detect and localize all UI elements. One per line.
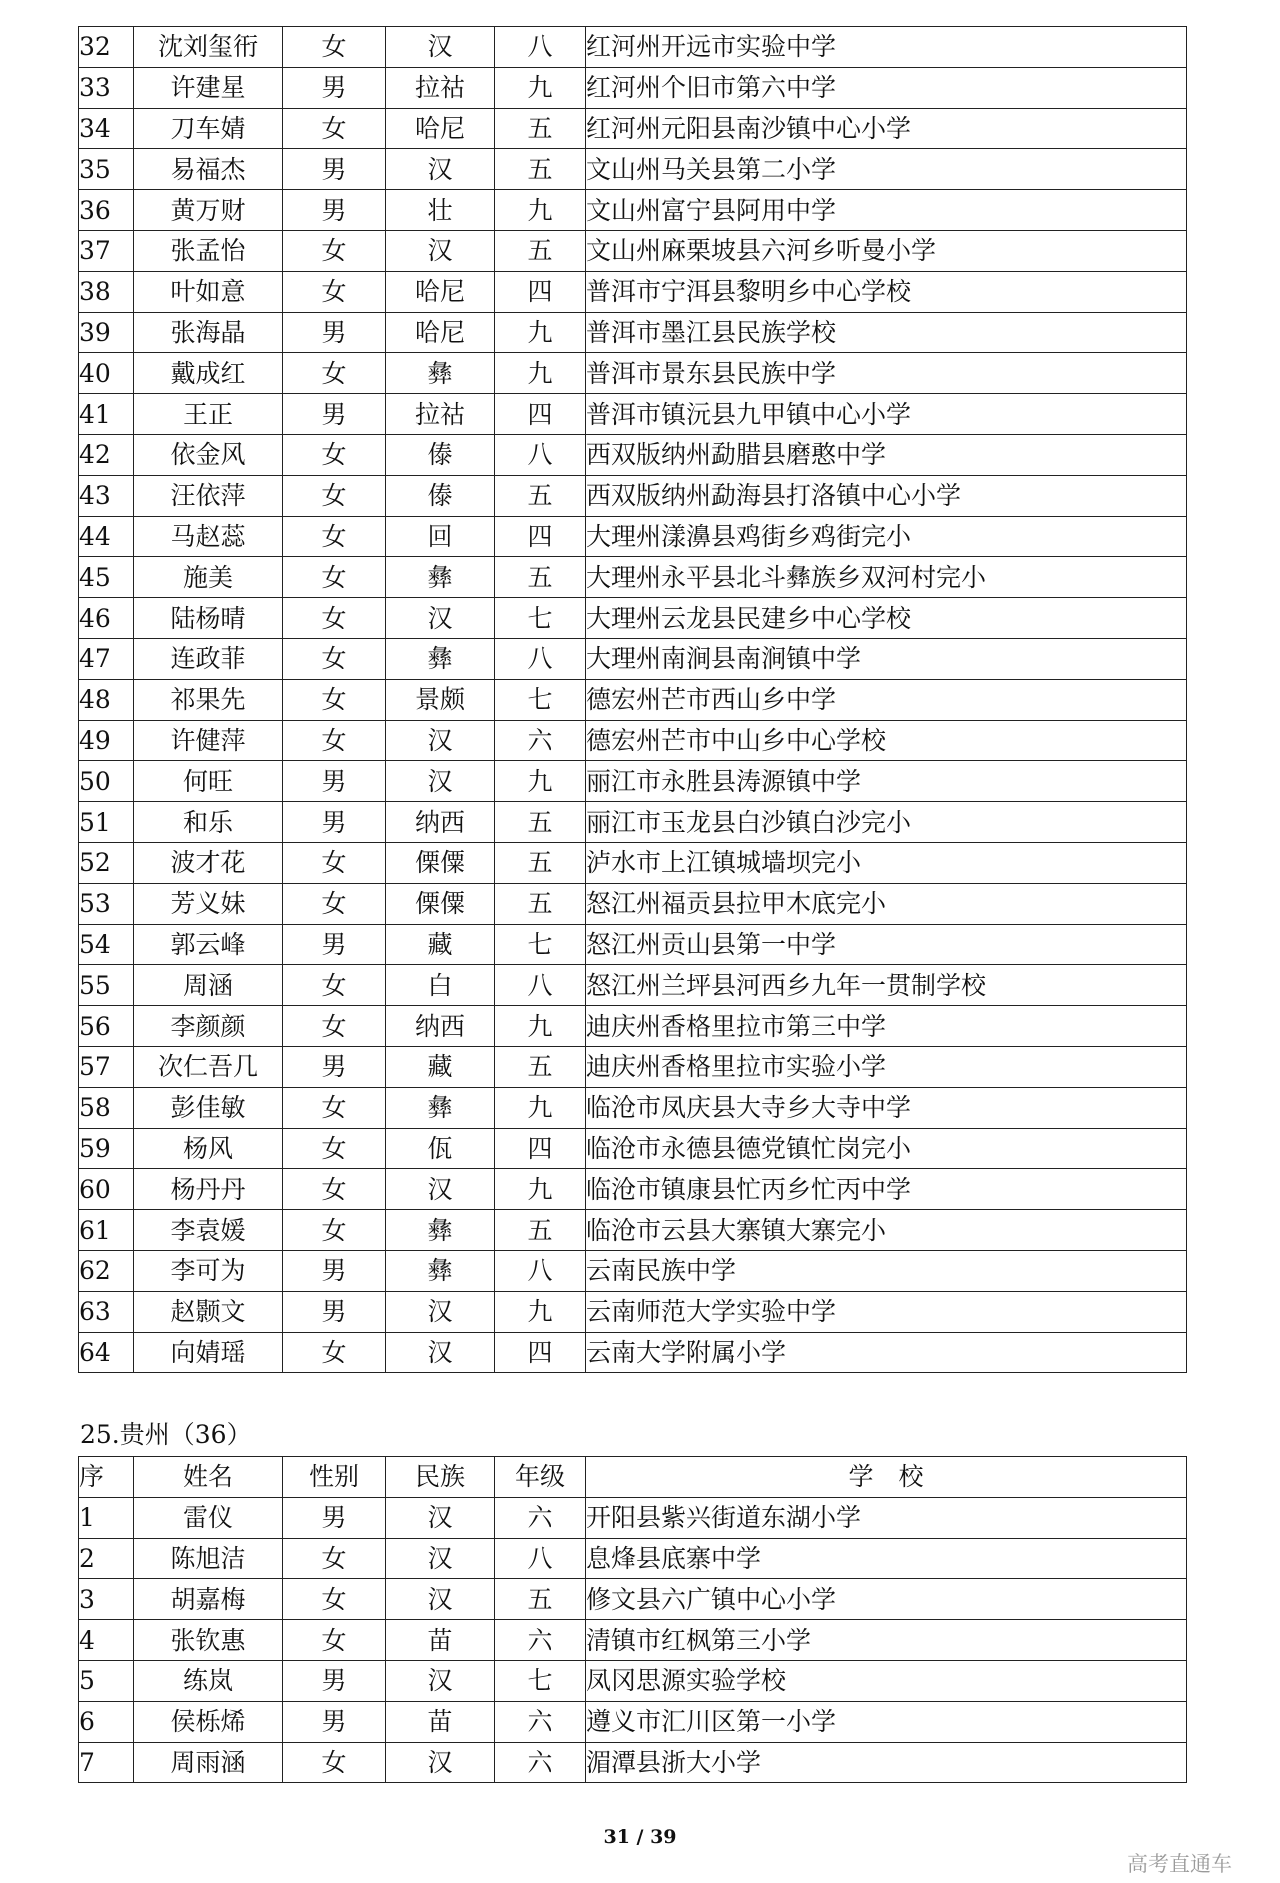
cell-school: 西双版纳州勐海县打洛镇中心小学 <box>586 475 1187 516</box>
table-row <box>79 1538 1187 1579</box>
cell-name: 施美 <box>134 557 283 598</box>
cell-school: 德宏州芒市西山乡中学 <box>586 679 1187 720</box>
cell-grade: 四 <box>495 516 586 557</box>
cell-index: 5 <box>79 1660 134 1701</box>
cell-ethnicity: 藏 <box>386 1046 495 1087</box>
table-row <box>79 312 1187 353</box>
cell-gender: 女 <box>283 557 386 598</box>
cell-grade: 九 <box>495 190 586 231</box>
cell-school: 云南大学附属小学 <box>586 1332 1187 1373</box>
header-school: 学 校 <box>586 1457 1187 1498</box>
cell-name: 张海晶 <box>134 312 283 353</box>
cell-name: 戴成红 <box>134 353 283 394</box>
cell-index: 61 <box>79 1210 134 1251</box>
table-row <box>79 924 1187 965</box>
cell-school: 普洱市镇沅县九甲镇中心小学 <box>586 394 1187 435</box>
cell-ethnicity: 汉 <box>386 1169 495 1210</box>
cell-grade: 五 <box>495 149 586 190</box>
cell-gender: 女 <box>283 108 386 149</box>
cell-index: 4 <box>79 1620 134 1661</box>
cell-grade: 五 <box>495 802 586 843</box>
cell-ethnicity: 回 <box>386 516 495 557</box>
cell-index: 33 <box>79 67 134 108</box>
cell-ethnicity: 彝 <box>386 353 495 394</box>
cell-index: 7 <box>79 1742 134 1783</box>
cell-gender: 男 <box>283 761 386 802</box>
cell-index: 45 <box>79 557 134 598</box>
section-title-guizhou: 25.贵州（36） <box>80 1420 252 1449</box>
cell-ethnicity: 汉 <box>386 149 495 190</box>
cell-gender: 男 <box>283 1701 386 1742</box>
cell-grade: 七 <box>495 679 586 720</box>
cell-ethnicity: 拉祜 <box>386 67 495 108</box>
cell-name: 汪依萍 <box>134 475 283 516</box>
cell-index: 49 <box>79 720 134 761</box>
table-row <box>79 1579 1187 1620</box>
cell-ethnicity: 哈尼 <box>386 312 495 353</box>
cell-gender: 男 <box>283 190 386 231</box>
cell-school: 丽江市玉龙县白沙镇白沙完小 <box>586 802 1187 843</box>
cell-gender: 女 <box>283 230 386 271</box>
cell-grade: 五 <box>495 557 586 598</box>
cell-ethnicity: 壮 <box>386 190 495 231</box>
cell-index: 64 <box>79 1332 134 1373</box>
table-row <box>79 679 1187 720</box>
cell-gender: 女 <box>283 27 386 68</box>
cell-name: 芳义妹 <box>134 883 283 924</box>
cell-index: 50 <box>79 761 134 802</box>
cell-gender: 男 <box>283 312 386 353</box>
table-row <box>79 1701 1187 1742</box>
cell-ethnicity: 彝 <box>386 1087 495 1128</box>
table-row <box>79 1006 1187 1047</box>
cell-index: 40 <box>79 353 134 394</box>
cell-name: 叶如意 <box>134 271 283 312</box>
table-row <box>79 1250 1187 1291</box>
cell-name: 刀车婧 <box>134 108 283 149</box>
cell-index: 56 <box>79 1006 134 1047</box>
cell-grade: 五 <box>495 1046 586 1087</box>
table-header-row <box>79 1457 1187 1498</box>
cell-name: 许建星 <box>134 67 283 108</box>
cell-ethnicity: 纳西 <box>386 1006 495 1047</box>
cell-name: 杨风 <box>134 1128 283 1169</box>
table-row <box>79 271 1187 312</box>
cell-school: 普洱市宁洱县黎明乡中心学校 <box>586 271 1187 312</box>
cell-school: 临沧市永德县德党镇忙岗完小 <box>586 1128 1187 1169</box>
cell-name: 张孟怡 <box>134 230 283 271</box>
cell-ethnicity: 傣 <box>386 434 495 475</box>
table-row <box>79 1497 1187 1538</box>
cell-ethnicity: 拉祜 <box>386 394 495 435</box>
cell-gender: 女 <box>283 842 386 883</box>
cell-ethnicity: 佤 <box>386 1128 495 1169</box>
table-row <box>79 1128 1187 1169</box>
cell-school: 开阳县紫兴街道东湖小学 <box>586 1497 1187 1538</box>
student-table-continued <box>78 26 1187 1373</box>
cell-index: 62 <box>79 1250 134 1291</box>
cell-school: 大理州云龙县民建乡中心学校 <box>586 598 1187 639</box>
cell-index: 38 <box>79 271 134 312</box>
cell-school: 丽江市永胜县涛源镇中学 <box>586 761 1187 802</box>
page-number: 31 / 39 <box>603 1826 677 1848</box>
cell-grade: 六 <box>495 1620 586 1661</box>
cell-index: 52 <box>79 842 134 883</box>
cell-gender: 女 <box>283 1742 386 1783</box>
cell-school: 德宏州芒市中山乡中心学校 <box>586 720 1187 761</box>
cell-name: 马赵蕊 <box>134 516 283 557</box>
cell-grade: 八 <box>495 434 586 475</box>
cell-gender: 女 <box>283 1087 386 1128</box>
table-row <box>79 842 1187 883</box>
table-row <box>79 598 1187 639</box>
cell-school: 怒江州福贡县拉甲木底完小 <box>586 883 1187 924</box>
cell-index: 1 <box>79 1497 134 1538</box>
cell-ethnicity: 苗 <box>386 1620 495 1661</box>
cell-index: 42 <box>79 434 134 475</box>
cell-school: 普洱市墨江县民族学校 <box>586 312 1187 353</box>
cell-name: 易福杰 <box>134 149 283 190</box>
cell-gender: 男 <box>283 67 386 108</box>
table-row <box>79 1046 1187 1087</box>
cell-name: 许健萍 <box>134 720 283 761</box>
cell-gender: 女 <box>283 1332 386 1373</box>
cell-ethnicity: 汉 <box>386 1497 495 1538</box>
cell-grade: 八 <box>495 638 586 679</box>
cell-grade: 九 <box>495 1291 586 1332</box>
cell-gender: 女 <box>283 1128 386 1169</box>
cell-gender: 男 <box>283 149 386 190</box>
table-row <box>79 394 1187 435</box>
cell-grade: 九 <box>495 1087 586 1128</box>
cell-school: 息烽县底寨中学 <box>586 1538 1187 1579</box>
table-row <box>79 434 1187 475</box>
cell-ethnicity: 彝 <box>386 557 495 598</box>
cell-grade: 五 <box>495 1210 586 1251</box>
cell-name: 赵颢文 <box>134 1291 283 1332</box>
cell-gender: 女 <box>283 353 386 394</box>
cell-name: 连政菲 <box>134 638 283 679</box>
cell-ethnicity: 汉 <box>386 1332 495 1373</box>
table-row <box>79 1169 1187 1210</box>
cell-grade: 五 <box>495 883 586 924</box>
cell-grade: 七 <box>495 598 586 639</box>
table-row <box>79 1210 1187 1251</box>
cell-school: 怒江州贡山县第一中学 <box>586 924 1187 965</box>
cell-ethnicity: 白 <box>386 965 495 1006</box>
cell-gender: 男 <box>283 1291 386 1332</box>
cell-grade: 九 <box>495 1006 586 1047</box>
cell-school: 泸水市上江镇城墙坝完小 <box>586 842 1187 883</box>
cell-grade: 六 <box>495 720 586 761</box>
cell-index: 58 <box>79 1087 134 1128</box>
table-row <box>79 475 1187 516</box>
cell-ethnicity: 哈尼 <box>386 271 495 312</box>
cell-school: 普洱市景东县民族中学 <box>586 353 1187 394</box>
header-name: 姓名 <box>134 1457 283 1498</box>
cell-grade: 六 <box>495 1742 586 1783</box>
cell-gender: 女 <box>283 1006 386 1047</box>
cell-school: 怒江州兰坪县河西乡九年一贯制学校 <box>586 965 1187 1006</box>
table-row <box>79 108 1187 149</box>
cell-school: 清镇市红枫第三小学 <box>586 1620 1187 1661</box>
cell-gender: 女 <box>283 516 386 557</box>
cell-ethnicity: 傈僳 <box>386 842 495 883</box>
cell-index: 2 <box>79 1538 134 1579</box>
cell-index: 55 <box>79 965 134 1006</box>
cell-grade: 五 <box>495 108 586 149</box>
cell-name: 依金风 <box>134 434 283 475</box>
cell-school: 西双版纳州勐腊县磨憨中学 <box>586 434 1187 475</box>
cell-name: 黄万财 <box>134 190 283 231</box>
cell-name: 陆杨晴 <box>134 598 283 639</box>
cell-grade: 四 <box>495 394 586 435</box>
cell-ethnicity: 纳西 <box>386 802 495 843</box>
cell-gender: 女 <box>283 475 386 516</box>
cell-grade: 九 <box>495 761 586 802</box>
cell-grade: 六 <box>495 1701 586 1742</box>
cell-name: 李袁媛 <box>134 1210 283 1251</box>
header-gender: 性别 <box>283 1457 386 1498</box>
cell-gender: 女 <box>283 1620 386 1661</box>
cell-index: 63 <box>79 1291 134 1332</box>
student-table-guizhou-body <box>79 1457 1187 1783</box>
cell-grade: 五 <box>495 475 586 516</box>
cell-gender: 女 <box>283 1538 386 1579</box>
cell-index: 37 <box>79 230 134 271</box>
cell-school: 云南民族中学 <box>586 1250 1187 1291</box>
cell-school: 云南师范大学实验中学 <box>586 1291 1187 1332</box>
cell-index: 54 <box>79 924 134 965</box>
cell-school: 临沧市凤庆县大寺乡大寺中学 <box>586 1087 1187 1128</box>
table-row <box>79 1332 1187 1373</box>
watermark: 高考直通车 <box>1127 1852 1232 1876</box>
cell-ethnicity: 汉 <box>386 1291 495 1332</box>
cell-name: 李可为 <box>134 1250 283 1291</box>
cell-ethnicity: 汉 <box>386 598 495 639</box>
cell-gender: 女 <box>283 965 386 1006</box>
cell-gender: 男 <box>283 1660 386 1701</box>
table-row <box>79 761 1187 802</box>
cell-school: 迪庆州香格里拉市第三中学 <box>586 1006 1187 1047</box>
cell-grade: 八 <box>495 1538 586 1579</box>
cell-school: 修文县六广镇中心小学 <box>586 1579 1187 1620</box>
cell-ethnicity: 汉 <box>386 1579 495 1620</box>
cell-index: 32 <box>79 27 134 68</box>
cell-ethnicity: 苗 <box>386 1701 495 1742</box>
cell-school: 凤冈思源实验学校 <box>586 1660 1187 1701</box>
cell-school: 文山州麻栗坡县六河乡听曼小学 <box>586 230 1187 271</box>
cell-index: 46 <box>79 598 134 639</box>
cell-school: 文山州富宁县阿用中学 <box>586 190 1187 231</box>
cell-grade: 五 <box>495 230 586 271</box>
cell-ethnicity: 傣 <box>386 475 495 516</box>
cell-index: 59 <box>79 1128 134 1169</box>
cell-school: 红河州开远市实验中学 <box>586 27 1187 68</box>
table-row <box>79 1742 1187 1783</box>
cell-index: 43 <box>79 475 134 516</box>
header-index: 序 <box>79 1457 134 1498</box>
student-table-continued-body <box>79 27 1187 1373</box>
header-grade: 年级 <box>495 1457 586 1498</box>
cell-ethnicity: 彝 <box>386 1210 495 1251</box>
cell-grade: 九 <box>495 312 586 353</box>
cell-index: 36 <box>79 190 134 231</box>
cell-name: 雷仪 <box>134 1497 283 1538</box>
cell-name: 张钦惠 <box>134 1620 283 1661</box>
table-row <box>79 1291 1187 1332</box>
header-ethnicity: 民族 <box>386 1457 495 1498</box>
cell-school: 红河州个旧市第六中学 <box>586 67 1187 108</box>
cell-gender: 女 <box>283 1169 386 1210</box>
cell-grade: 四 <box>495 271 586 312</box>
cell-name: 侯栎烯 <box>134 1701 283 1742</box>
table-row <box>79 557 1187 598</box>
cell-index: 35 <box>79 149 134 190</box>
cell-school: 文山州马关县第二小学 <box>586 149 1187 190</box>
cell-name: 彭佳敏 <box>134 1087 283 1128</box>
table-row <box>79 965 1187 1006</box>
table-row <box>79 353 1187 394</box>
cell-ethnicity: 哈尼 <box>386 108 495 149</box>
cell-gender: 男 <box>283 802 386 843</box>
cell-gender: 女 <box>283 598 386 639</box>
cell-ethnicity: 藏 <box>386 924 495 965</box>
cell-grade: 六 <box>495 1497 586 1538</box>
cell-school: 湄潭县浙大小学 <box>586 1742 1187 1783</box>
cell-ethnicity: 汉 <box>386 1660 495 1701</box>
cell-index: 41 <box>79 394 134 435</box>
cell-gender: 女 <box>283 271 386 312</box>
cell-ethnicity: 景颇 <box>386 679 495 720</box>
cell-school: 遵义市汇川区第一小学 <box>586 1701 1187 1742</box>
cell-gender: 男 <box>283 1250 386 1291</box>
cell-grade: 五 <box>495 1579 586 1620</box>
cell-grade: 四 <box>495 1128 586 1169</box>
table-row <box>79 190 1187 231</box>
cell-gender: 女 <box>283 434 386 475</box>
cell-index: 48 <box>79 679 134 720</box>
table-row <box>79 638 1187 679</box>
cell-grade: 九 <box>495 353 586 394</box>
cell-school: 大理州漾濞县鸡街乡鸡街完小 <box>586 516 1187 557</box>
cell-gender: 女 <box>283 883 386 924</box>
cell-index: 3 <box>79 1579 134 1620</box>
cell-ethnicity: 汉 <box>386 27 495 68</box>
cell-ethnicity: 汉 <box>386 761 495 802</box>
cell-name: 周涵 <box>134 965 283 1006</box>
cell-grade: 八 <box>495 27 586 68</box>
table-row <box>79 1660 1187 1701</box>
cell-index: 57 <box>79 1046 134 1087</box>
cell-grade: 七 <box>495 924 586 965</box>
cell-name: 何旺 <box>134 761 283 802</box>
cell-grade: 五 <box>495 842 586 883</box>
cell-gender: 女 <box>283 1210 386 1251</box>
cell-index: 6 <box>79 1701 134 1742</box>
cell-index: 47 <box>79 638 134 679</box>
cell-grade: 九 <box>495 67 586 108</box>
table-row <box>79 883 1187 924</box>
cell-name: 李颜颜 <box>134 1006 283 1047</box>
cell-ethnicity: 汉 <box>386 1538 495 1579</box>
cell-ethnicity: 汉 <box>386 720 495 761</box>
cell-grade: 八 <box>495 965 586 1006</box>
cell-ethnicity: 彝 <box>386 1250 495 1291</box>
table-row <box>79 720 1187 761</box>
cell-name: 练岚 <box>134 1660 283 1701</box>
cell-school: 大理州永平县北斗彝族乡双河村完小 <box>586 557 1187 598</box>
cell-index: 44 <box>79 516 134 557</box>
cell-school: 红河州元阳县南沙镇中心小学 <box>586 108 1187 149</box>
cell-index: 34 <box>79 108 134 149</box>
cell-gender: 女 <box>283 638 386 679</box>
cell-name: 次仁吾几 <box>134 1046 283 1087</box>
cell-name: 和乐 <box>134 802 283 843</box>
cell-grade: 四 <box>495 1332 586 1373</box>
cell-index: 60 <box>79 1169 134 1210</box>
table-row <box>79 516 1187 557</box>
cell-name: 周雨涵 <box>134 1742 283 1783</box>
cell-ethnicity: 彝 <box>386 638 495 679</box>
cell-name: 祁果先 <box>134 679 283 720</box>
table-row <box>79 27 1187 68</box>
cell-grade: 九 <box>495 1169 586 1210</box>
cell-school: 大理州南涧县南涧镇中学 <box>586 638 1187 679</box>
cell-ethnicity: 傈僳 <box>386 883 495 924</box>
cell-grade: 八 <box>495 1250 586 1291</box>
cell-grade: 七 <box>495 1660 586 1701</box>
cell-gender: 男 <box>283 1497 386 1538</box>
cell-gender: 男 <box>283 924 386 965</box>
table-row <box>79 1620 1187 1661</box>
student-table-guizhou <box>78 1456 1187 1783</box>
cell-name: 陈旭洁 <box>134 1538 283 1579</box>
cell-ethnicity: 汉 <box>386 230 495 271</box>
cell-gender: 女 <box>283 1579 386 1620</box>
cell-name: 杨丹丹 <box>134 1169 283 1210</box>
table-row <box>79 67 1187 108</box>
cell-index: 53 <box>79 883 134 924</box>
cell-school: 迪庆州香格里拉市实验小学 <box>586 1046 1187 1087</box>
cell-name: 胡嘉梅 <box>134 1579 283 1620</box>
cell-name: 郭云峰 <box>134 924 283 965</box>
table-row <box>79 1087 1187 1128</box>
table-row <box>79 149 1187 190</box>
cell-name: 沈刘玺衎 <box>134 27 283 68</box>
cell-gender: 女 <box>283 720 386 761</box>
cell-school: 临沧市镇康县忙丙乡忙丙中学 <box>586 1169 1187 1210</box>
cell-gender: 女 <box>283 679 386 720</box>
cell-name: 王正 <box>134 394 283 435</box>
cell-index: 39 <box>79 312 134 353</box>
cell-gender: 男 <box>283 394 386 435</box>
cell-gender: 男 <box>283 1046 386 1087</box>
cell-name: 波才花 <box>134 842 283 883</box>
table-row <box>79 802 1187 843</box>
cell-school: 临沧市云县大寨镇大寨完小 <box>586 1210 1187 1251</box>
table-row <box>79 230 1187 271</box>
cell-index: 51 <box>79 802 134 843</box>
cell-name: 向婧瑶 <box>134 1332 283 1373</box>
cell-ethnicity: 汉 <box>386 1742 495 1783</box>
